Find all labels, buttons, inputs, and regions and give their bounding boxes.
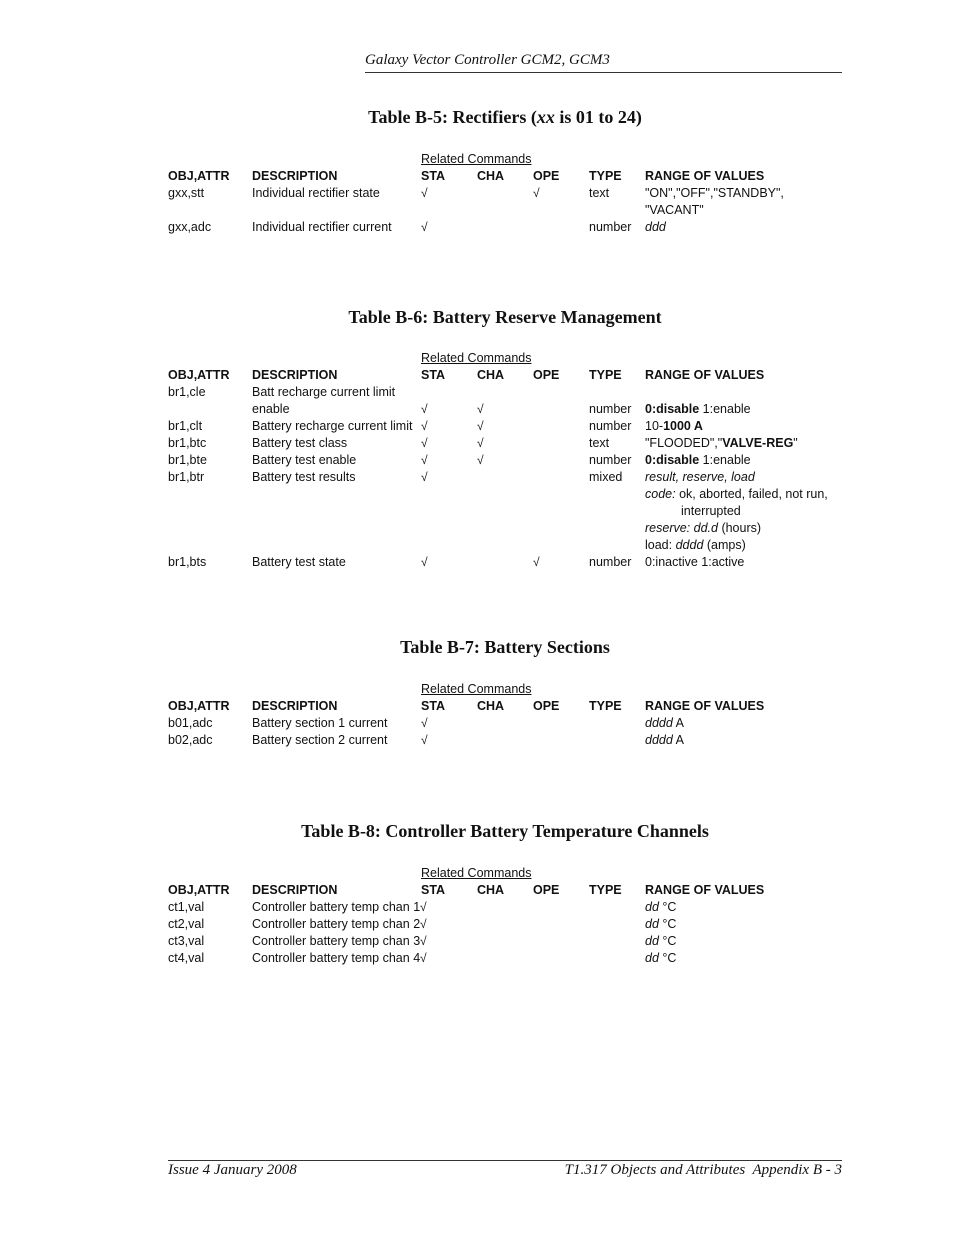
check-mark-icon: √ <box>420 900 427 914</box>
related-commands-label: Related Commands <box>421 682 532 696</box>
check-mark-icon: √ <box>533 555 540 569</box>
col-type: TYPE <box>589 169 622 183</box>
check-mark-icon: √ <box>477 436 484 450</box>
check-mark-icon: √ <box>533 186 540 200</box>
check-mark-icon: √ <box>477 419 484 433</box>
table-b6-title: Table B-6: Battery Reserve Management <box>348 307 662 327</box>
footer-page-label: T1.317 Objects and Attributes Appendix B - 3 <box>564 1162 842 1178</box>
related-commands-label: Related Commands <box>421 866 532 880</box>
document-page: Galaxy Vector Controller GCM2, GCM3 Table B-5: Rectifiers (xx is 01 to 24) Related Commands OBJ,ATTR DESCRIPTION STA CHA OPE TYPE RANGE OF VALUES gxx,stt Individual rectifier state √ √ text "ON","OFF","STANDBY", "VACANT" gxx,adc Individual rectifier current √ number ddd Table B-6: Battery Reserve Management Related Commands OBJ,ATTR DESCRIPTION STA CHA OPE TYPE RANGE OF VALUES br1,cle Batt recharge current limit enable √ √ number 0:disable 1:enable br1,clt Battery recharge current limit √ √ number 10-1000 A br1,btc Battery test class √ √ text "FLOODED","VALVE-REG" br1,bte Battery test enable √ √ number 0:disable 1:enable br1,btr Battery test results √ mixed result, reserve, load code: ok, aborted, failed, not run, interrupted reserve: dd.d (hours) load: dddd (amps) br1,bts Battery test state √ √ number 0:inactive 1:active Table B-7: Battery Sections Related Commands OBJ,ATTR DESCRIPTION STA CHA OPE TYPE RANGE OF VALUES b01,adc Battery section 1 current √ dddd A b02,adc Battery section 2 current √ dddd A Table B-8: Controller Battery Temperature Channels Related Commands OBJ,ATTR DESCRIPTION STA CHA OPE TYPE RANGE OF VALUES ct1,val Controller battery temp chan 1 √ dd °C ct2,val Controller battery temp chan 2 √ dd °C ct3,val Controller battery temp chan 3 √ dd °C ct4,val Controller battery temp chan 4 √ dd °C Issue 4 January 2008 T1.317 Objects and Attributes Appendix B - 3 <box>168 52 842 1178</box>
check-mark-icon: √ <box>421 186 428 200</box>
check-mark-icon: √ <box>421 419 428 433</box>
related-commands-label: Related Commands <box>421 351 532 365</box>
col-ope: OPE <box>533 169 560 183</box>
check-mark-icon: √ <box>421 453 428 467</box>
col-cha: CHA <box>477 169 505 183</box>
check-mark-icon: √ <box>421 220 428 234</box>
check-mark-icon: √ <box>420 917 427 931</box>
check-mark-icon: √ <box>421 716 428 730</box>
col-range: RANGE OF VALUES <box>645 169 765 183</box>
header-rule <box>365 72 842 73</box>
check-mark-icon: √ <box>421 733 428 747</box>
col-objattr: OBJ,ATTR <box>168 169 230 183</box>
check-mark-icon: √ <box>421 436 428 450</box>
table-b5-title: Table B-5: Rectifiers (xx is 01 to 24) <box>368 107 642 127</box>
footer-rule <box>168 1160 842 1161</box>
check-mark-icon: √ <box>477 453 484 467</box>
check-mark-icon: √ <box>420 934 427 948</box>
table-b8-title: Table B-8: Controller Battery Temperature Channels <box>301 821 709 841</box>
col-description: DESCRIPTION <box>252 169 338 183</box>
running-header: Galaxy Vector Controller GCM2, GCM3 <box>365 52 610 68</box>
footer-issue-date: Issue 4 January 2008 <box>168 1162 297 1178</box>
col-sta: STA <box>421 169 446 183</box>
check-mark-icon: √ <box>477 402 484 416</box>
check-mark-icon: √ <box>421 402 428 416</box>
table-b7-title: Table B-7: Battery Sections <box>400 637 610 657</box>
check-mark-icon: √ <box>421 555 428 569</box>
check-mark-icon: √ <box>420 951 427 965</box>
check-mark-icon: √ <box>421 470 428 484</box>
related-commands-label: Related Commands <box>421 152 532 166</box>
